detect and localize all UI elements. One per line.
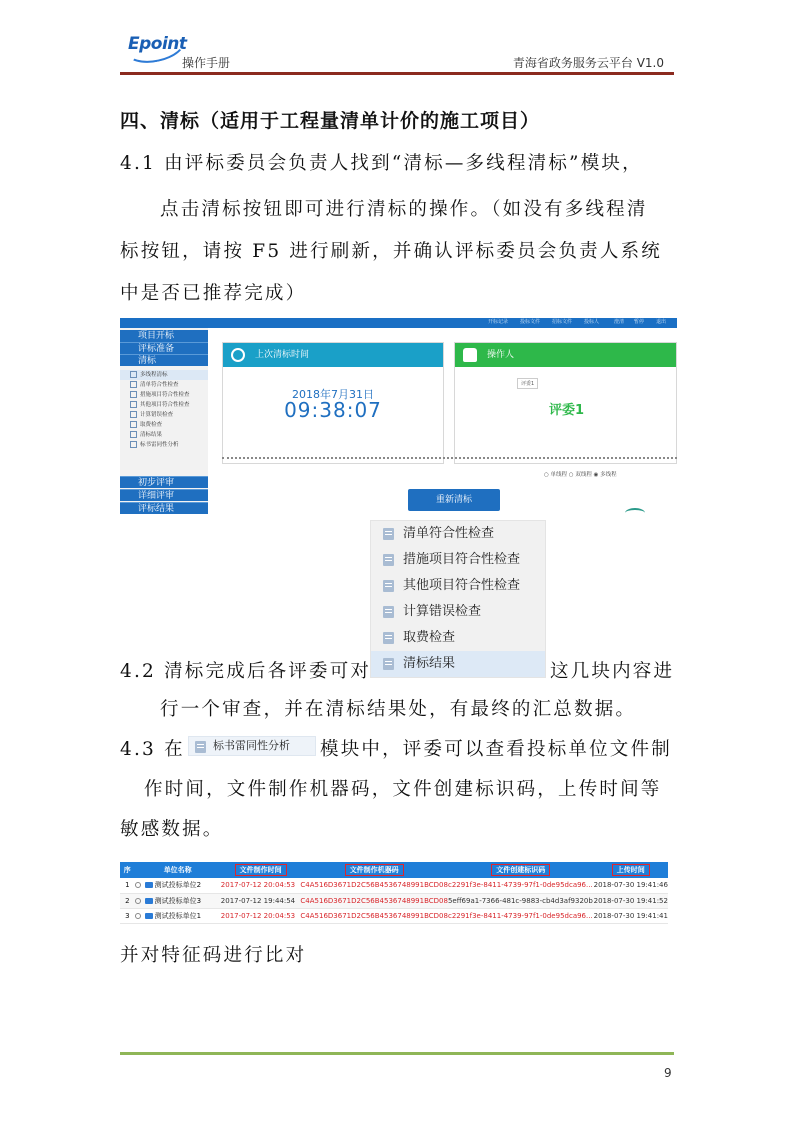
sidebar-sub-item[interactable]: 取费检查 (120, 420, 208, 430)
menu-item[interactable]: 取费检查 (371, 625, 545, 651)
last-clear-date: 2018年7月31日 (292, 388, 374, 401)
logo: Epoint (128, 34, 187, 54)
para-4-3-line3: 敏感数据。 (120, 819, 224, 840)
top-nav-item[interactable]: 投标文件 (520, 319, 541, 325)
top-nav-item[interactable]: 投标人 (584, 319, 600, 325)
header-left-text: 操作手册 (182, 56, 231, 70)
para-4-1-line4: 中是否已推荐完成） (120, 283, 307, 304)
top-nav-item[interactable]: 招标文件 (552, 319, 573, 325)
header-rule (120, 72, 674, 75)
menu-item-selected[interactable]: 清标结果 (371, 651, 545, 677)
top-nav-item[interactable]: 澄清 (614, 319, 625, 325)
sidebar-item-open[interactable]: 项目开标 (120, 330, 208, 342)
last-clear-panel (222, 342, 444, 464)
folder-icon (145, 913, 153, 919)
last-clear-title: 上次清标时间 (255, 350, 310, 360)
sidebar-sub-item[interactable]: 其他项目符合性检查 (120, 400, 208, 410)
operator-badge: 评委1 (517, 378, 538, 389)
expand-icon[interactable] (135, 882, 141, 888)
similarity-table (120, 862, 668, 924)
divider (222, 457, 677, 459)
sidebar-sub-item[interactable]: 措施项目符合性检查 (120, 390, 208, 400)
menu-item[interactable]: 清单符合性检查 (371, 521, 545, 547)
user-icon (463, 348, 477, 362)
para-4-3-part-b: 模块中，评委可以查看投标单位文件制 (320, 739, 672, 760)
section-heading: 四、清标（适用于工程量清单计价的施工项目） (120, 110, 541, 132)
table-row[interactable]: 2 测试投标单位3 2017-07-12 19:44:54 C4A516D3671D2C56B4536748991BCD08 5eff69a1-7366-481c-9883-cb4d3af9320b 2018-07-30 19:41:52 (120, 893, 668, 908)
top-nav-item[interactable]: 暂停 (634, 319, 645, 325)
operator-name: 评委1 (549, 403, 585, 418)
operator-title: 操作人 (487, 350, 515, 360)
para-4-3-line2: 作时间，文件制作机器码，文件创建标识码，上传时间等 (144, 779, 662, 800)
table-row[interactable]: 3 测试投标单位1 2017-07-12 20:04:53 C4A516D3671D2C56B4536748991BCD08 c2291f3e-8411-4739-97f1-0de95dca96... 2018-07-30 19:41:41 (120, 908, 668, 923)
menu-item[interactable]: 其他项目符合性检查 (371, 573, 545, 599)
sidebar-sub-item[interactable]: 计算错误检查 (120, 410, 208, 420)
sidebar-sub-item[interactable]: 标书雷同性分析 (120, 440, 208, 450)
similarity-analysis-tag[interactable]: 标书雷同性分析 (188, 736, 316, 756)
col-header-time: 文件制作时间 (221, 862, 301, 878)
sidebar-item-clear[interactable]: 清标 (120, 354, 208, 366)
spinner-icon (625, 508, 645, 514)
folder-icon (145, 898, 153, 904)
para-4-1-line1: 4.1 由评标委员会负责人找到“清标—多线程清标”模块， (120, 153, 643, 174)
sidebar-sub-item[interactable]: 清标结果 (120, 430, 208, 440)
list-icon (383, 658, 394, 670)
clear-submenu (370, 520, 546, 678)
thread-mode-radios[interactable]: ○ 单线程 ○ 双线程 ◉ 多线程 (544, 472, 617, 478)
col-header-code: 文件制作机器码 (300, 862, 448, 878)
sidebar-sub-multithread[interactable]: 多线程清标 (120, 370, 208, 380)
list-icon (383, 554, 394, 566)
para-4-2-part-b: 这几块内容进 (550, 661, 675, 682)
top-nav-item[interactable]: 开标记录 (488, 319, 509, 325)
para-4-3-part-a: 4.3 在 (120, 739, 185, 760)
sidebar-item-detail-review[interactable]: 详细评审 (120, 489, 208, 501)
reclear-button[interactable]: 重新清标 (408, 489, 500, 511)
menu-item[interactable]: 计算错误检查 (371, 599, 545, 625)
list-icon (383, 606, 394, 618)
operator-header (455, 343, 676, 367)
expand-icon[interactable] (135, 913, 141, 919)
footer-rule (120, 1052, 674, 1055)
col-header-name: 单位名称 (135, 862, 221, 878)
top-nav-bar (120, 318, 677, 328)
closing-line: 并对特征码进行比对 (120, 945, 307, 966)
sidebar-item-result[interactable]: 评标结果 (120, 502, 208, 514)
sidebar-sub-item[interactable]: 清单符合性检查 (120, 380, 208, 390)
list-icon (383, 528, 394, 540)
menu-item[interactable]: 措施项目符合性检查 (371, 547, 545, 573)
para-4-1-line3: 标按钮，请按 F5 进行刷新，并确认评标委员会负责人系统 (120, 241, 662, 262)
header-right-text: 青海省政务服务云平台 V1.0 (512, 56, 664, 70)
list-icon (195, 741, 206, 753)
para-4-2-part-a: 4.2 清标完成后各评委可对 (120, 661, 372, 682)
folder-icon (145, 882, 153, 888)
list-icon (383, 632, 394, 644)
sidebar-item-initial-review[interactable]: 初步评审 (120, 476, 208, 488)
list-icon (383, 580, 394, 592)
table-row[interactable]: 1 测试投标单位2 2017-07-12 20:04:53 C4A516D3671D2C56B4536748991BCD08 c2291f3e-8411-4739-97f1-0de95dca96... 2018-07-30 19:41:46 (120, 878, 668, 893)
para-4-2-line2: 行一个审查，并在清标结果处，有最终的汇总数据。 (160, 699, 637, 720)
sidebar-item-prepare[interactable]: 评标准备 (120, 342, 208, 354)
last-clear-time: 09:38:07 (284, 398, 382, 422)
page-header (120, 28, 674, 74)
para-4-1-line2: 点击清标按钮即可进行清标的操作。（如没有多线程清 (160, 199, 648, 220)
col-header-index: 序 (120, 862, 135, 878)
table-header-row (120, 862, 668, 878)
col-header-upload: 上传时间 (594, 862, 668, 878)
top-nav-item[interactable]: 退出 (656, 319, 667, 325)
clock-icon (231, 348, 245, 362)
last-clear-header (223, 343, 443, 367)
operator-panel (454, 342, 677, 464)
clear-bid-screenshot (120, 318, 677, 514)
col-header-id: 文件创建标识码 (448, 862, 594, 878)
expand-icon[interactable] (135, 898, 141, 904)
page-number: 9 (664, 1066, 672, 1080)
